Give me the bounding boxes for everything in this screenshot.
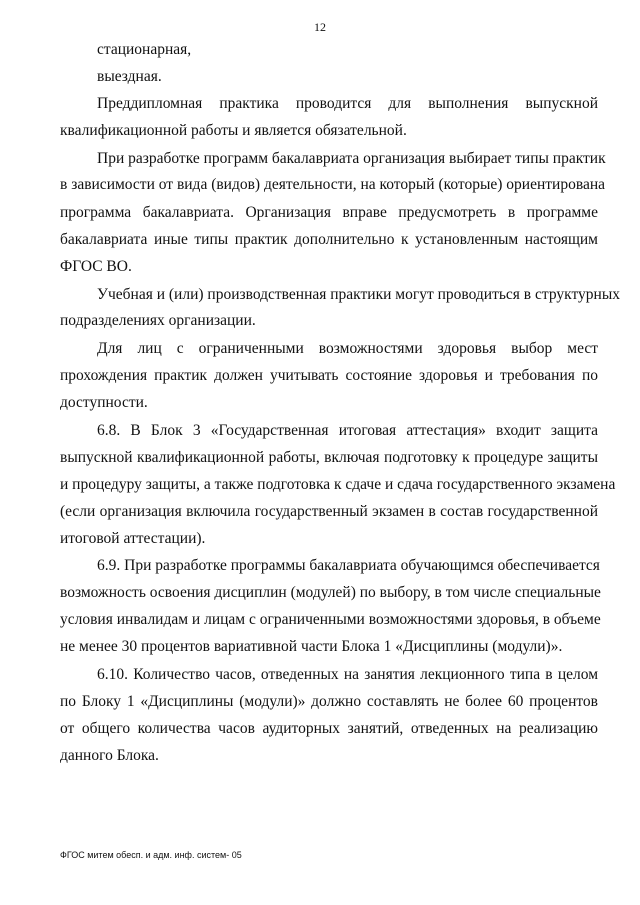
text-line: от общего количества часов аудиторных занятий, отведенных на реализацию [60, 720, 598, 737]
text-line: подразделениях организации. [60, 312, 256, 329]
page-number: 12 [314, 20, 326, 34]
page-footer: ФГОС митем обесп. и адм. инф. систем- 05 [60, 850, 242, 860]
text-line: условия инвалидам и лицам с ограниченными возможностями здоровья, в объеме [60, 611, 601, 628]
text-line: не менее 30 процентов вариативной части Блока 1 «Дисциплины (модули)». [60, 638, 563, 655]
text-line: выпускной квалификационной работы, включая подготовку к процедуре защиты [60, 449, 598, 466]
text-line: стационарная, [97, 41, 192, 58]
text-line: Для лиц с ограниченными возможностями здоровья выбор мест [97, 340, 598, 357]
text-line: программа бакалавриата. Организация вправе предусмотреть в программе [60, 204, 598, 221]
text-line: по Блоку 1 «Дисциплины (модули)» должно составлять не более 60 процентов [60, 693, 598, 710]
text-line: (если организация включила государственный экзамен в состав государственной [60, 503, 598, 520]
text-line: бакалавриата иные типы практик дополнительно к установленным настоящим [60, 231, 598, 248]
text-line: 6.9. При разработке программы бакалавриата обучающимся обеспечивается [97, 557, 600, 574]
text-line: выездная. [97, 68, 162, 85]
text-line: итоговой аттестации). [60, 530, 206, 547]
text-line: Учебная и (или) производственная практики могут проводиться в структурных [97, 286, 620, 303]
text-line: в зависимости от вида (видов) деятельности, на который (которые) ориентирована [60, 176, 605, 193]
text-line: квалификационной работы и является обязательной. [60, 122, 407, 139]
text-line: доступности. [60, 394, 148, 411]
text-line: 6.10. Количество часов, отведенных на занятия лекционного типа в целом [97, 666, 598, 683]
text-line: Преддипломная практика проводится для выполнения выпускной [97, 95, 598, 112]
text-line: возможность освоения дисциплин (модулей) по выбору, в том числе специальные [60, 584, 601, 601]
text-line: данного Блока. [60, 747, 159, 764]
text-line: При разработке программ бакалавриата организация выбирает типы практик [97, 150, 606, 167]
text-line: ФГОС ВО. [60, 258, 132, 275]
text-line: и процедуру защиты, а также подготовка к сдаче и сдача государственного экзамена [60, 476, 616, 493]
text-line: прохождения практик должен учитывать состояние здоровья и требования по [60, 367, 598, 384]
text-line: 6.8. В Блок 3 «Государственная итоговая аттестация» входит защита [97, 422, 598, 439]
